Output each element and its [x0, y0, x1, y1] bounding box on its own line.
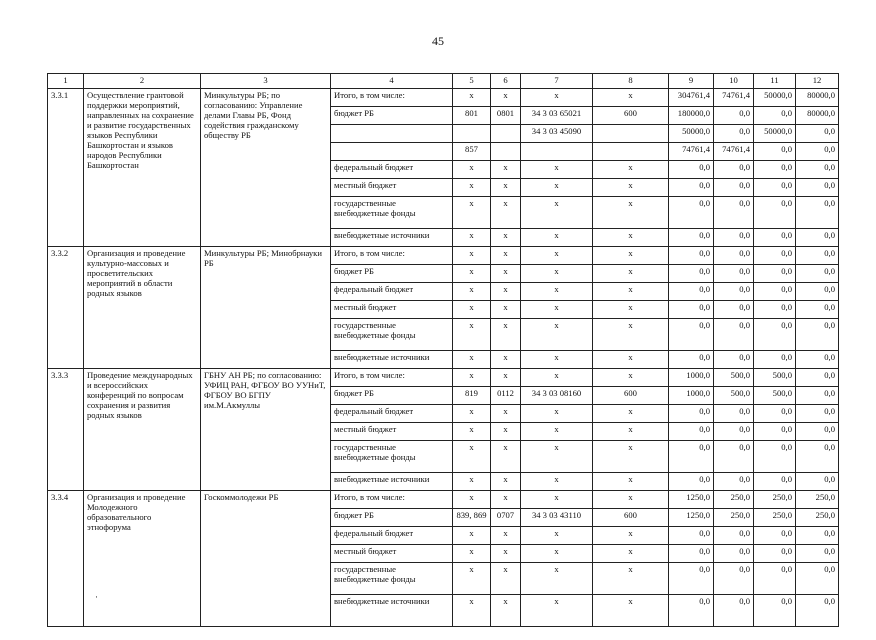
column-number: 1: [48, 74, 84, 89]
year-value: 0,0: [754, 545, 796, 563]
page-number: 45: [432, 34, 444, 48]
expense-type: х: [593, 595, 669, 627]
section-code: х: [491, 423, 521, 441]
section-code: х: [491, 89, 521, 107]
year-value: 0,0: [796, 545, 839, 563]
grbs-code: х: [453, 161, 491, 179]
section-code: х: [491, 301, 521, 319]
column-number: 9: [669, 74, 714, 89]
total-value: 0,0: [669, 161, 714, 179]
funding-source: федеральный бюджет: [331, 527, 453, 545]
expense-type: х: [593, 441, 669, 473]
section-code: х: [491, 197, 521, 229]
funding-source: Итого, в том числе:: [331, 491, 453, 509]
grbs-code: х: [453, 441, 491, 473]
year-value: 0,0: [796, 423, 839, 441]
table-row: [48, 89, 839, 107]
year-value: 0,0: [796, 473, 839, 491]
expense-type: 600: [593, 107, 669, 125]
grbs-code: х: [453, 595, 491, 627]
year-value: 250,0: [754, 491, 796, 509]
funding-source: внебюджетные источники: [331, 229, 453, 247]
year-value: 0,0: [714, 229, 754, 247]
target-article: 34 3 03 65021: [521, 107, 593, 125]
section-code: х: [491, 595, 521, 627]
year-value: 0,0: [754, 265, 796, 283]
expense-type: х: [593, 197, 669, 229]
year-value: 0,0: [714, 179, 754, 197]
year-value: 0,0: [754, 161, 796, 179]
target-article: х: [521, 595, 593, 627]
item-executor: ГБНУ АН РБ; по согласованию: УФИЦ РАН, ФГБОУ ВО УУНиТ, ФГБОУ ВО БГПУ им.М.Акмуллы: [201, 369, 331, 491]
year-value: 80000,0: [796, 107, 839, 125]
year-value: 0,0: [714, 527, 754, 545]
funding-source: государственные внебюджетные фонды: [331, 441, 453, 473]
section-code: х: [491, 265, 521, 283]
expense-type: х: [593, 247, 669, 265]
expense-type: 600: [593, 387, 669, 405]
target-article: х: [521, 89, 593, 107]
target-article: х: [521, 161, 593, 179]
year-value: 0,0: [796, 247, 839, 265]
target-article: х: [521, 197, 593, 229]
year-value: 0,0: [754, 247, 796, 265]
year-value: 0,0: [796, 143, 839, 161]
total-value: 0,0: [669, 545, 714, 563]
item-code: 3.3.1: [48, 89, 84, 247]
year-value: 0,0: [754, 179, 796, 197]
year-value: 250,0: [714, 491, 754, 509]
section-code: 0801: [491, 107, 521, 125]
expense-type: х: [593, 563, 669, 595]
column-number: 6: [491, 74, 521, 89]
item-name: Организация и проведение Молодежного образовательного этнофорума: [84, 491, 201, 627]
year-value: 0,0: [754, 229, 796, 247]
expense-type: х: [593, 319, 669, 351]
expense-type: х: [593, 161, 669, 179]
funding-source: государственные внебюджетные фонды: [331, 319, 453, 351]
target-article: х: [521, 179, 593, 197]
section-code: х: [491, 161, 521, 179]
expense-type: х: [593, 229, 669, 247]
funding-source: федеральный бюджет: [331, 283, 453, 301]
year-value: 0,0: [754, 423, 796, 441]
section-code: х: [491, 369, 521, 387]
column-number: 10: [714, 74, 754, 89]
year-value: 250,0: [796, 509, 839, 527]
expense-type: 600: [593, 509, 669, 527]
grbs-code: 857: [453, 143, 491, 161]
year-value: 0,0: [714, 423, 754, 441]
funding-source: федеральный бюджет: [331, 161, 453, 179]
target-article: х: [521, 319, 593, 351]
funding-source: бюджет РБ: [331, 509, 453, 527]
funding-source: местный бюджет: [331, 545, 453, 563]
expense-type: х: [593, 423, 669, 441]
funding-source: бюджет РБ: [331, 387, 453, 405]
funding-source: внебюджетные источники: [331, 473, 453, 491]
year-value: 0,0: [754, 527, 796, 545]
year-value: 0,0: [796, 265, 839, 283]
year-value: 250,0: [796, 491, 839, 509]
year-value: 0,0: [754, 441, 796, 473]
column-number: 11: [754, 74, 796, 89]
year-value: 0,0: [714, 595, 754, 627]
year-value: 0,0: [796, 405, 839, 423]
year-value: 0,0: [754, 473, 796, 491]
year-value: 0,0: [714, 107, 754, 125]
year-value: 500,0: [714, 387, 754, 405]
total-value: 0,0: [669, 405, 714, 423]
year-value: 0,0: [754, 595, 796, 627]
section-code: х: [491, 247, 521, 265]
year-value: 0,0: [796, 125, 839, 143]
grbs-code: х: [453, 265, 491, 283]
expense-type: [593, 125, 669, 143]
target-article: х: [521, 491, 593, 509]
item-executor: Госкоммолодежи РБ: [201, 491, 331, 627]
year-value: 0,0: [796, 369, 839, 387]
year-value: 0,0: [714, 125, 754, 143]
target-article: х: [521, 229, 593, 247]
year-value: 0,0: [796, 283, 839, 301]
year-value: 0,0: [754, 107, 796, 125]
funding-source: бюджет РБ: [331, 265, 453, 283]
table-row: [48, 369, 839, 387]
total-value: 0,0: [669, 265, 714, 283]
grbs-code: х: [453, 405, 491, 423]
year-value: 74761,4: [714, 143, 754, 161]
target-article: х: [521, 351, 593, 369]
funding-source: государственные внебюджетные фонды: [331, 563, 453, 595]
year-value: 0,0: [714, 283, 754, 301]
year-value: 250,0: [754, 509, 796, 527]
expense-type: х: [593, 283, 669, 301]
header-row: [48, 74, 839, 89]
grbs-code: х: [453, 197, 491, 229]
year-value: 0,0: [714, 405, 754, 423]
total-value: 1250,0: [669, 491, 714, 509]
year-value: 0,0: [714, 265, 754, 283]
total-value: 0,0: [669, 283, 714, 301]
total-value: 0,0: [669, 179, 714, 197]
funding-source: местный бюджет: [331, 301, 453, 319]
funding-source: государственные внебюджетные фонды: [331, 197, 453, 229]
grbs-code: х: [453, 229, 491, 247]
column-number: 5: [453, 74, 491, 89]
total-value: 50000,0: [669, 125, 714, 143]
expense-type: х: [593, 473, 669, 491]
total-value: 0,0: [669, 319, 714, 351]
year-value: 0,0: [754, 143, 796, 161]
grbs-code: х: [453, 283, 491, 301]
year-value: 0,0: [796, 441, 839, 473]
total-value: 0,0: [669, 247, 714, 265]
year-value: 500,0: [754, 369, 796, 387]
year-value: 0,0: [796, 179, 839, 197]
grbs-code: х: [453, 89, 491, 107]
grbs-code: х: [453, 563, 491, 595]
year-value: 0,0: [796, 301, 839, 319]
year-value: 0,0: [754, 351, 796, 369]
grbs-code: х: [453, 301, 491, 319]
target-article: х: [521, 563, 593, 595]
expense-type: х: [593, 405, 669, 423]
total-value: 0,0: [669, 229, 714, 247]
funding-source: бюджет РБ: [331, 107, 453, 125]
section-code: х: [491, 545, 521, 563]
funding-source: [331, 125, 453, 143]
year-value: 0,0: [754, 563, 796, 595]
total-value: 0,0: [669, 473, 714, 491]
year-value: 0,0: [754, 283, 796, 301]
year-value: 0,0: [796, 563, 839, 595]
funding-source: внебюджетные источники: [331, 351, 453, 369]
total-value: 180000,0: [669, 107, 714, 125]
year-value: 0,0: [796, 351, 839, 369]
funding-source: внебюджетные источники: [331, 595, 453, 627]
expense-type: х: [593, 351, 669, 369]
target-article: х: [521, 369, 593, 387]
item-code: 3.3.2: [48, 247, 84, 369]
year-value: 0,0: [796, 595, 839, 627]
expense-type: х: [593, 301, 669, 319]
expense-type: х: [593, 527, 669, 545]
section-code: 0112: [491, 387, 521, 405]
year-value: 50000,0: [754, 89, 796, 107]
year-value: 0,0: [796, 197, 839, 229]
grbs-code: х: [453, 545, 491, 563]
target-article: [521, 143, 593, 161]
grbs-code: х: [453, 473, 491, 491]
target-article: 34 3 03 08160: [521, 387, 593, 405]
section-code: х: [491, 527, 521, 545]
total-value: 0,0: [669, 563, 714, 595]
total-value: 0,0: [669, 423, 714, 441]
year-value: 0,0: [714, 441, 754, 473]
year-value: 0,0: [796, 319, 839, 351]
year-value: 0,0: [714, 319, 754, 351]
target-article: х: [521, 405, 593, 423]
year-value: 0,0: [754, 405, 796, 423]
target-article: х: [521, 283, 593, 301]
column-number: 8: [593, 74, 669, 89]
expense-type: х: [593, 491, 669, 509]
item-executor: Минкультуры РБ; по согласованию: Управление делами Главы РБ, Фонд содействия гражданскому обществу РБ: [201, 89, 331, 247]
grbs-code: х: [453, 247, 491, 265]
funding-source: Итого, в том числе:: [331, 247, 453, 265]
expense-type: х: [593, 265, 669, 283]
funding-source: [331, 143, 453, 161]
year-value: 500,0: [754, 387, 796, 405]
grbs-code: 801: [453, 107, 491, 125]
grbs-code: [453, 125, 491, 143]
grbs-code: х: [453, 319, 491, 351]
total-value: 0,0: [669, 595, 714, 627]
year-value: 0,0: [714, 197, 754, 229]
target-article: х: [521, 473, 593, 491]
grbs-code: 819: [453, 387, 491, 405]
year-value: 0,0: [714, 247, 754, 265]
section-code: х: [491, 491, 521, 509]
total-value: 1250,0: [669, 509, 714, 527]
year-value: 0,0: [714, 545, 754, 563]
year-value: 0,0: [754, 319, 796, 351]
item-code: 3.3.4: [48, 491, 84, 627]
expense-type: х: [593, 89, 669, 107]
target-article: х: [521, 265, 593, 283]
total-value: 304761,4: [669, 89, 714, 107]
year-value: 0,0: [796, 229, 839, 247]
target-article: х: [521, 423, 593, 441]
item-name: Организация и проведение культурно-массовых и просветительских мероприятий в области родных языков: [84, 247, 201, 369]
target-article: х: [521, 545, 593, 563]
total-value: 0,0: [669, 301, 714, 319]
year-value: 0,0: [714, 161, 754, 179]
year-value: 0,0: [714, 563, 754, 595]
target-article: 34 3 03 45090: [521, 125, 593, 143]
target-article: 34 3 03 43110: [521, 509, 593, 527]
section-code: х: [491, 473, 521, 491]
column-number: 4: [331, 74, 453, 89]
table-row: [48, 247, 839, 265]
item-name: Осуществление грантовой поддержки мероприятий, направленных на сохранение и развитие государственных языков Республики Башкортостан и языков народов Республики Башкортостан: [84, 89, 201, 247]
funding-source: Итого, в том числе:: [331, 369, 453, 387]
year-value: 0,0: [754, 301, 796, 319]
expense-type: х: [593, 369, 669, 387]
total-value: 1000,0: [669, 369, 714, 387]
grbs-code: х: [453, 423, 491, 441]
target-article: х: [521, 247, 593, 265]
section-code: [491, 125, 521, 143]
column-number: 2: [84, 74, 201, 89]
target-article: х: [521, 301, 593, 319]
item-executor: Минкультуры РБ; Минобрнауки РБ: [201, 247, 331, 369]
grbs-code: 839, 869: [453, 509, 491, 527]
expense-type: х: [593, 179, 669, 197]
target-article: х: [521, 527, 593, 545]
year-value: 250,0: [714, 509, 754, 527]
year-value: 0,0: [714, 301, 754, 319]
grbs-code: х: [453, 491, 491, 509]
total-value: 0,0: [669, 527, 714, 545]
grbs-code: х: [453, 179, 491, 197]
total-value: 1000,0: [669, 387, 714, 405]
year-value: 50000,0: [754, 125, 796, 143]
funding-source: Итого, в том числе:: [331, 89, 453, 107]
section-code: х: [491, 405, 521, 423]
target-article: х: [521, 441, 593, 473]
year-value: 0,0: [754, 197, 796, 229]
section-code: х: [491, 441, 521, 473]
total-value: 0,0: [669, 441, 714, 473]
section-code: х: [491, 229, 521, 247]
funding-source: местный бюджет: [331, 423, 453, 441]
year-value: 80000,0: [796, 89, 839, 107]
item-name: Проведение международных и всероссийских конференций по вопросам сохранения и развития родных языков: [84, 369, 201, 491]
budget-table: [47, 73, 839, 627]
section-code: х: [491, 563, 521, 595]
grbs-code: х: [453, 369, 491, 387]
year-value: 0,0: [796, 527, 839, 545]
year-value: 0,0: [796, 387, 839, 405]
year-value: 500,0: [714, 369, 754, 387]
footer-mark: ·: [95, 592, 98, 602]
section-code: х: [491, 319, 521, 351]
funding-source: местный бюджет: [331, 179, 453, 197]
total-value: 74761,4: [669, 143, 714, 161]
item-code: 3.3.3: [48, 369, 84, 491]
total-value: 0,0: [669, 351, 714, 369]
year-value: 0,0: [714, 351, 754, 369]
year-value: 74761,4: [714, 89, 754, 107]
table-row: [48, 491, 839, 509]
total-value: 0,0: [669, 197, 714, 229]
section-code: 0707: [491, 509, 521, 527]
expense-type: х: [593, 545, 669, 563]
column-number: 7: [521, 74, 593, 89]
column-number: 12: [796, 74, 839, 89]
grbs-code: х: [453, 351, 491, 369]
expense-type: [593, 143, 669, 161]
section-code: [491, 143, 521, 161]
section-code: х: [491, 179, 521, 197]
funding-source: федеральный бюджет: [331, 405, 453, 423]
section-code: х: [491, 283, 521, 301]
column-number: 3: [201, 74, 331, 89]
year-value: 0,0: [796, 161, 839, 179]
grbs-code: х: [453, 527, 491, 545]
section-code: х: [491, 351, 521, 369]
year-value: 0,0: [714, 473, 754, 491]
